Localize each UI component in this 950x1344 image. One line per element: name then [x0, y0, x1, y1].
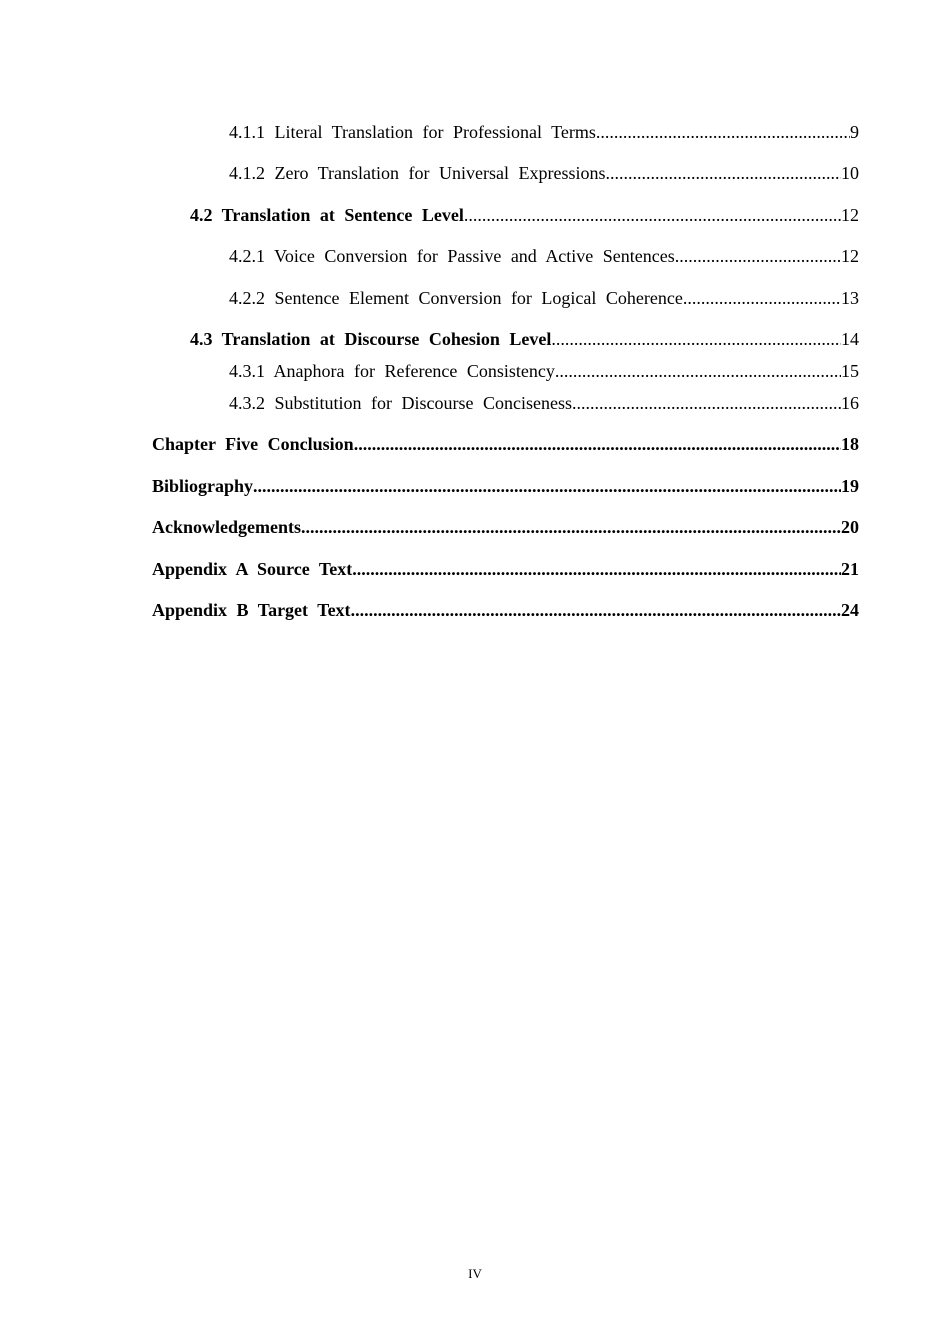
- dot-leader: [675, 245, 841, 267]
- toc-entry-title: 4.3.1 Anaphora for Reference Consistency: [229, 361, 555, 381]
- toc-entry-title: Appendix B Target Text: [152, 600, 351, 620]
- toc-entry-title: 4.1.2 Zero Translation for Universal Expressions: [229, 163, 606, 183]
- dot-leader: [683, 287, 841, 309]
- toc-entry-title: 4.3.2 Substitution for Discourse Conciseness: [229, 393, 572, 413]
- dot-leader: [464, 204, 841, 226]
- toc-entry[interactable]: [229, 360, 859, 382]
- dot-leader: [596, 121, 850, 143]
- toc-entry[interactable]: [190, 328, 859, 350]
- toc-entry-title: 4.1.1 Literal Translation for Professional Terms: [229, 122, 596, 142]
- toc-entry[interactable]: [152, 599, 859, 621]
- toc-entry-title: 4.2 Translation at Sentence Level: [190, 205, 464, 225]
- toc-entry[interactable]: [229, 162, 859, 184]
- dot-leader: [352, 558, 841, 580]
- toc-entry-page: 12: [841, 205, 859, 225]
- dot-leader: [354, 433, 841, 455]
- toc-entry-title: 4.3 Translation at Discourse Cohesion Level: [190, 329, 552, 349]
- toc-entry-page: 15: [841, 361, 859, 381]
- toc-entry[interactable]: [229, 392, 859, 414]
- toc-entry-title: 4.2.1 Voice Conversion for Passive and Active Sentences: [229, 246, 675, 266]
- toc-entry-page: 13: [841, 288, 859, 308]
- toc-entry[interactable]: [152, 558, 859, 580]
- dot-leader: [605, 162, 841, 184]
- toc-entry-page: 24: [841, 600, 859, 620]
- dot-leader: [551, 328, 841, 350]
- dot-leader: [301, 516, 841, 538]
- toc-entry-title: 4.2.2 Sentence Element Conversion for Logical Coherence: [229, 288, 683, 308]
- toc-entry[interactable]: [229, 121, 859, 143]
- dot-leader: [572, 392, 841, 414]
- toc-entry-page: 21: [841, 559, 859, 579]
- toc-entry[interactable]: [229, 245, 859, 267]
- toc-entry[interactable]: [152, 475, 859, 497]
- toc-entry-page: 19: [841, 476, 859, 496]
- dot-leader: [253, 475, 841, 497]
- toc-entry-page: 10: [841, 163, 859, 183]
- toc-entry[interactable]: [152, 433, 859, 455]
- toc-entry-page: 12: [841, 246, 859, 266]
- page-number: IV: [468, 1266, 482, 1281]
- toc-entry-title: Appendix A Source Text: [152, 559, 353, 579]
- dot-leader: [351, 599, 841, 621]
- toc-entry-page: 9: [850, 122, 859, 142]
- toc-entry[interactable]: [229, 287, 859, 309]
- toc-entry-page: 20: [841, 517, 859, 537]
- toc-entry-page: 16: [841, 393, 859, 413]
- toc-entry[interactable]: [152, 516, 859, 538]
- toc-entry-title: Bibliography: [152, 476, 254, 496]
- toc-entry[interactable]: [190, 204, 859, 226]
- toc-entry-page: 14: [841, 329, 859, 349]
- dot-leader: [555, 360, 841, 382]
- toc-entry-page: 18: [841, 434, 859, 454]
- toc-entry-title: Acknowledgements: [152, 517, 301, 537]
- toc-entry-title: Chapter Five Conclusion: [152, 434, 354, 454]
